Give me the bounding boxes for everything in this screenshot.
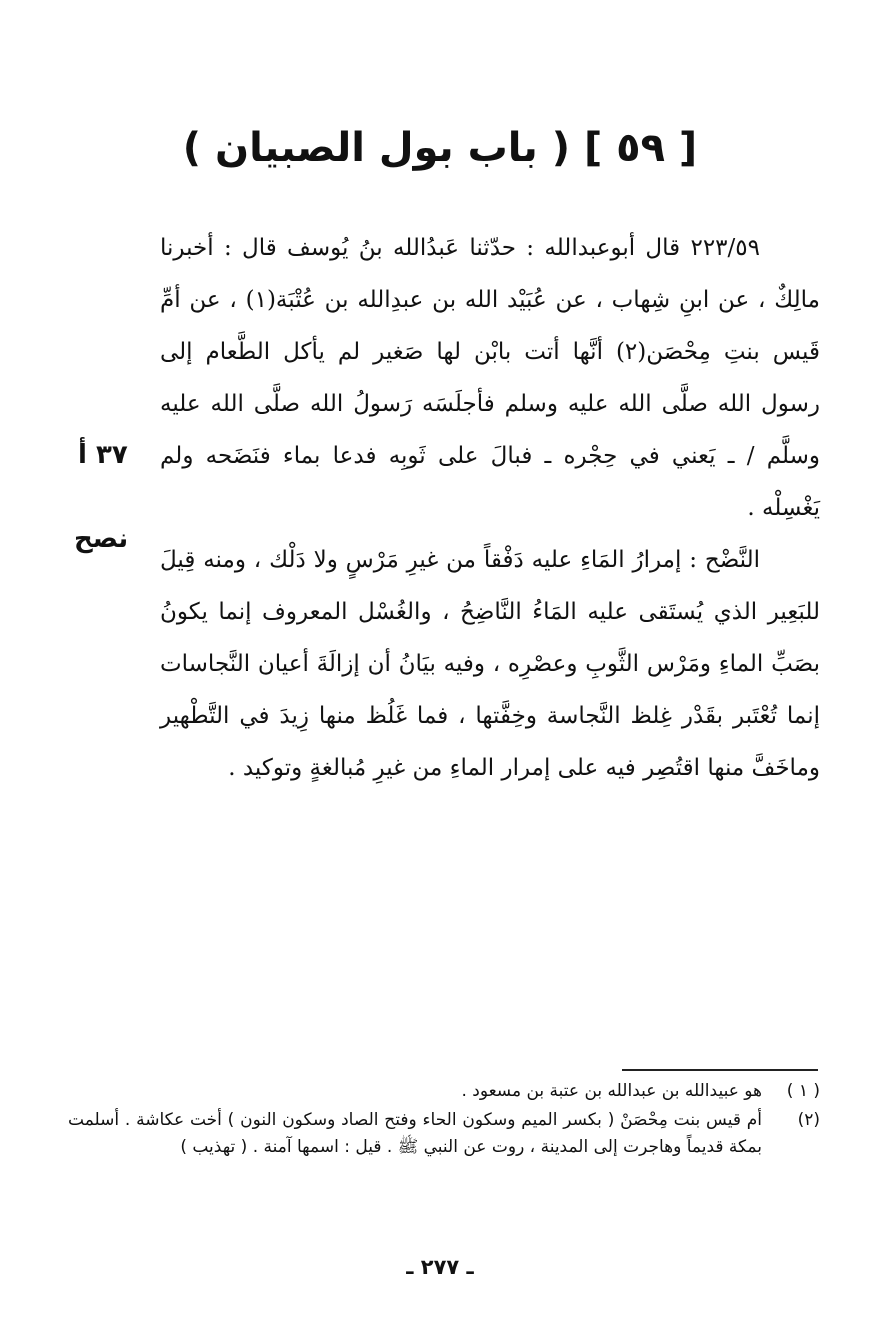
- footnote-number: (٢): [797, 1110, 820, 1130]
- footnote-2: [68, 1107, 820, 1161]
- footnote-text: هو عبيدالله بن عبدالله بن عتبة بن مسعود .: [461, 1081, 762, 1101]
- footnote-number: ( ١ ): [786, 1081, 820, 1101]
- main-text: [160, 222, 820, 794]
- chapter-heading: [ ٥٩ ] ( باب بول الصبيان ): [182, 125, 698, 171]
- page-number: ـ ٢٧٧ ـ: [406, 1255, 474, 1279]
- footnote-1: [68, 1078, 820, 1105]
- footnote-divider: [622, 1069, 818, 1071]
- folio-marker: ٣٧ أ: [78, 440, 128, 470]
- commentary-paragraph: النَّضْح : إمرارُ المَاءِ عليه دَفْقاً من غيرِ مَرْسٍ ولا دَلْك ، ومنه قِيلَ للبَعِير الذي يُستَقى عليه المَاءُ النَّاضِحُ ، والغُسْل المعروف إنما يكونُ بصَبِّ الماءِ ومَرْس الثَّوبِ وعصْرِه ، وفيه بيَانُ أن إزالَةَ أعيان النَّجاسات إنما تُعْتَبر بقَدْر غِلظ النَّجاسة وخِفَّتها ، فما غَلُظ منها زِيدَ في التَّطْهير وماخَفَّ منها اقتُصِر فيه على إمرار الماءِ من غيرِ مُبالغةٍ وتوكيد .: [160, 547, 820, 781]
- margin-keyword: نصح: [74, 524, 129, 554]
- footnotes: [68, 1078, 820, 1163]
- footnote-text: أم قيس بنت مِحْصَنْ ( بكسر الميم وسكون الحاء وفتح الصاد وسكون النون ) أخت عكاشة . أسلمت بمكة قديماً وهاجرت إلى المدينة ، روت عن النبي ﷺ . قيل : اسمها آمنة . ( تهذيب ): [68, 1110, 762, 1157]
- hadith-paragraph: ٢٢٣/٥٩ قال أبوعبدالله : حدّثنا عَبدُالله بنُ يُوسف قال : أخبرنا مالِكٌ ، عن ابنِ شِهاب ، عن عُبَيْد الله بن عبدِالله بن عُتْبَة(١) ، عن أمِّ قَيس بنتِ مِحْصَن(٢) أنَّها أتت بابْن لها صَغير لم يأكل الطَّعام إلى رسول الله صلَّى الله عليه وسلم فأجلَسَه رَسولُ الله صلَّى الله عليه وسلَّم / ـ يَعني في حِجْره ـ فبالَ على ثَوبِه فدعا بماء فنَضَحه ولم يَغْسِلْه .: [160, 235, 820, 521]
